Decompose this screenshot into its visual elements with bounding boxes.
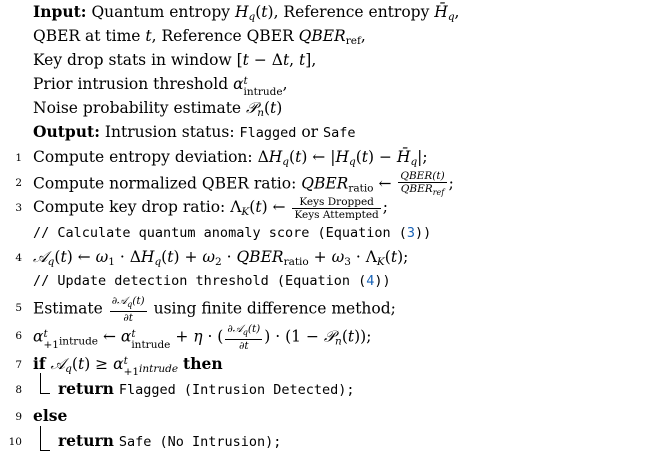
equation-4-link[interactable]: 4: [366, 273, 375, 289]
else-block-bar: [40, 426, 50, 451]
equation-3-link[interactable]: 3: [406, 225, 416, 241]
algorithm-block: Input: Quantum entropy $H_q(t)$, Reference entropy $H̄_q$, QBER at time t, Reference QBER $QBER_{ref}$, Key drop stats in window [t − Δt, t], Prior intrusion threshold α t intrude , Noise probability estimate 𝒫$_n$(t) Output: Intrusion status: Flagged or Safe 1 Compute entropy deviation: $\Delta H_q(t)$ ← $|H_q(t)$ − $H̄_q|$; 2 Compute normalized QBER ratio: $QBER_{ratio}$ ← $\frac{\text{QBER(t)}}{QBER_{ref}}$ ; 3 Compute key drop ratio: $\Lambda_K(t)$ ← $\frac{\text{Keys Dropped}}{\text{Keys Attempted}}$ ; // Calculate quantum anomaly score (Equation (3)) 4 𝒜$_q$(t) ← $\omega_1 \cdot \Delta H_q(t) + \omega_2$ · $QBER_{ratio} + \omega_3 \cdot \Lambda_K(t)$; // Update detection threshold (Equation (4)) 5 Estimate $\frac{\partial 𝒜_q(t)}{\partial t}$ using finite difference method; 6 α t $+1_{intrude}$ ← α t intrude + η · ( $\frac{\partial 𝒜_q(t)}{\partial t}$ ) · (1 − 𝒫$_n$(t)); 7 if 𝒜$_q$(t) ≥ α t $+1_{intrude}$ then 8 return Flagged (Intrusion Detected); 9 else 10 return Safe (No Intrusion);: [8, 2, 460, 450]
if-block-bar: [40, 373, 50, 394]
